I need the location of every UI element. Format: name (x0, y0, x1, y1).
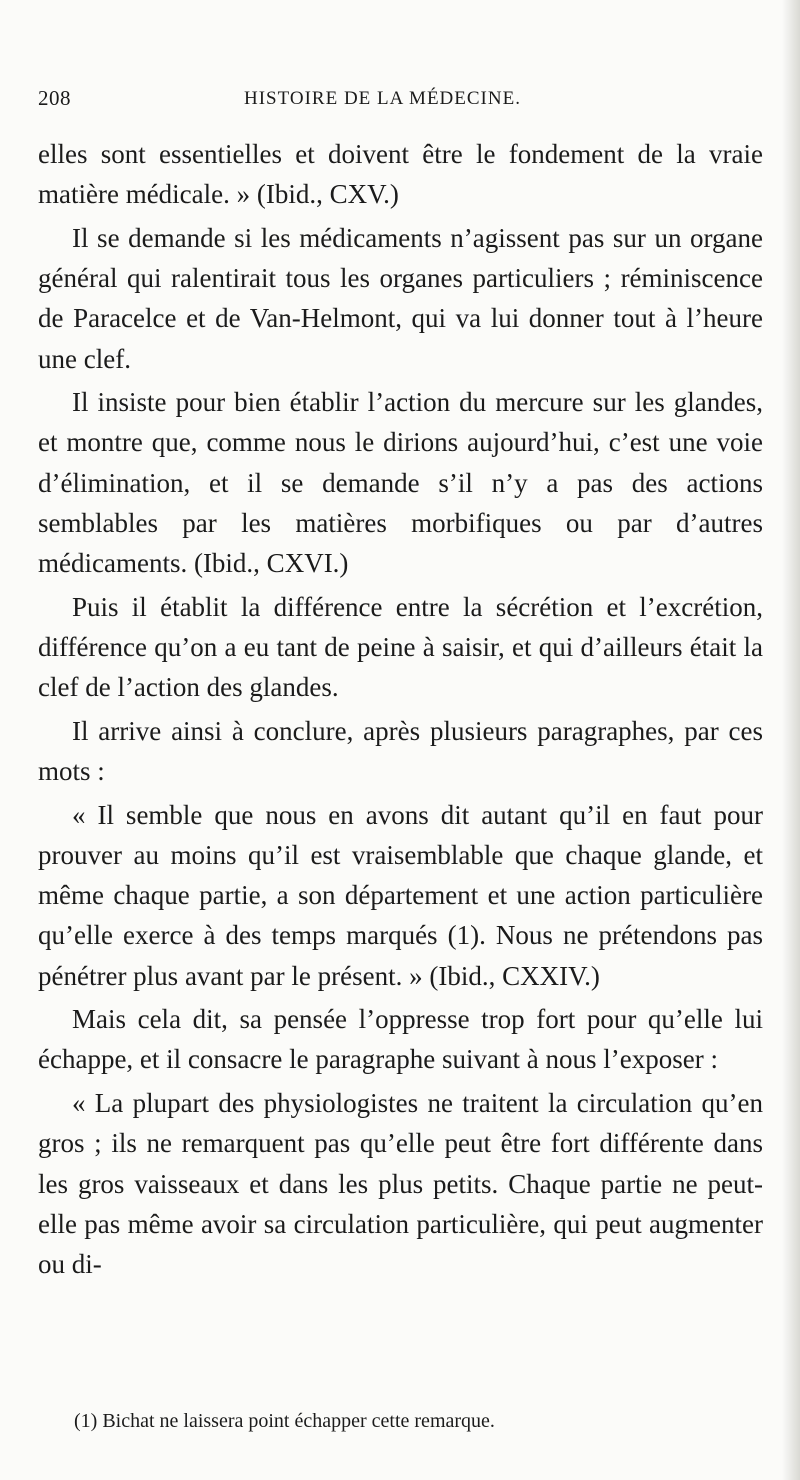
quoted-paragraph: « La plupart des physiologistes ne traitent la circulation qu’en gros ; ils ne remarquent pas qu’elle peut être fort différente dans les gros vaisseaux et dans les plus petits. Chaque partie ne peut-elle pas même avoir sa circulation particulière, qui peut augmenter ou di- (38, 1088, 763, 1279)
quoted-paragraph: « Il semble que nous en avons dit autant qu’il en faut pour prouver au moins qu’il est vraisemblable que chaque glande, et même chaque partie, a son département et une action particulière qu’elle exerce à des temps marqués (1). Nous ne prétendons pas pénétrer plus avant par le présent. » (Ibid., CXXIV.) (38, 799, 763, 991)
paragraph: Il arrive ainsi à conclure, après plusieurs paragraphes, par ces mots : (38, 715, 763, 787)
body-text (38, 134, 763, 1288)
paragraph: Il se demande si les médicaments n’agissent pas sur un organe général qui ralentirait tous les organes particuliers ; réminiscence de Paracelce et de Van-Helmont, qui va lui donner tout à l’heure une clef. (38, 222, 763, 374)
page-header (38, 86, 760, 110)
page-number: 208 (38, 86, 71, 110)
running-title: HISTOIRE DE LA MÉDECINE. (244, 88, 521, 109)
paragraph: Il insiste pour bien établir l’action du mercure sur les glandes, et montre que, comme nous le dirions aujourd’hui, c’est une voie d’élimination, et il se demande s’il n’y a pas des actions semblables par les matières morbifiques ou par d’autres médicaments. (Ibid., CXVI.) (38, 387, 763, 579)
paragraph: Puis il établit la différence entre la sécrétion et l’excrétion, différence qu’on a eu tant de peine à saisir, et qui d’ailleurs était la clef de l’action des glandes. (38, 591, 763, 703)
page-edge-shadow (782, 0, 800, 1480)
footnote: (1) Bichat ne laissera point échapper cette remarque. (74, 1410, 495, 1432)
paragraph-continuation: elles sont essentielles et doivent être le fondement de la vraie matière médicale. » (Ibid., CXV.) (38, 139, 763, 210)
paragraph: Mais cela dit, sa pensée l’oppresse trop fort pour qu’elle lui échappe, et il consacre le paragraphe suivant à nous l’exposer : (38, 1004, 763, 1075)
